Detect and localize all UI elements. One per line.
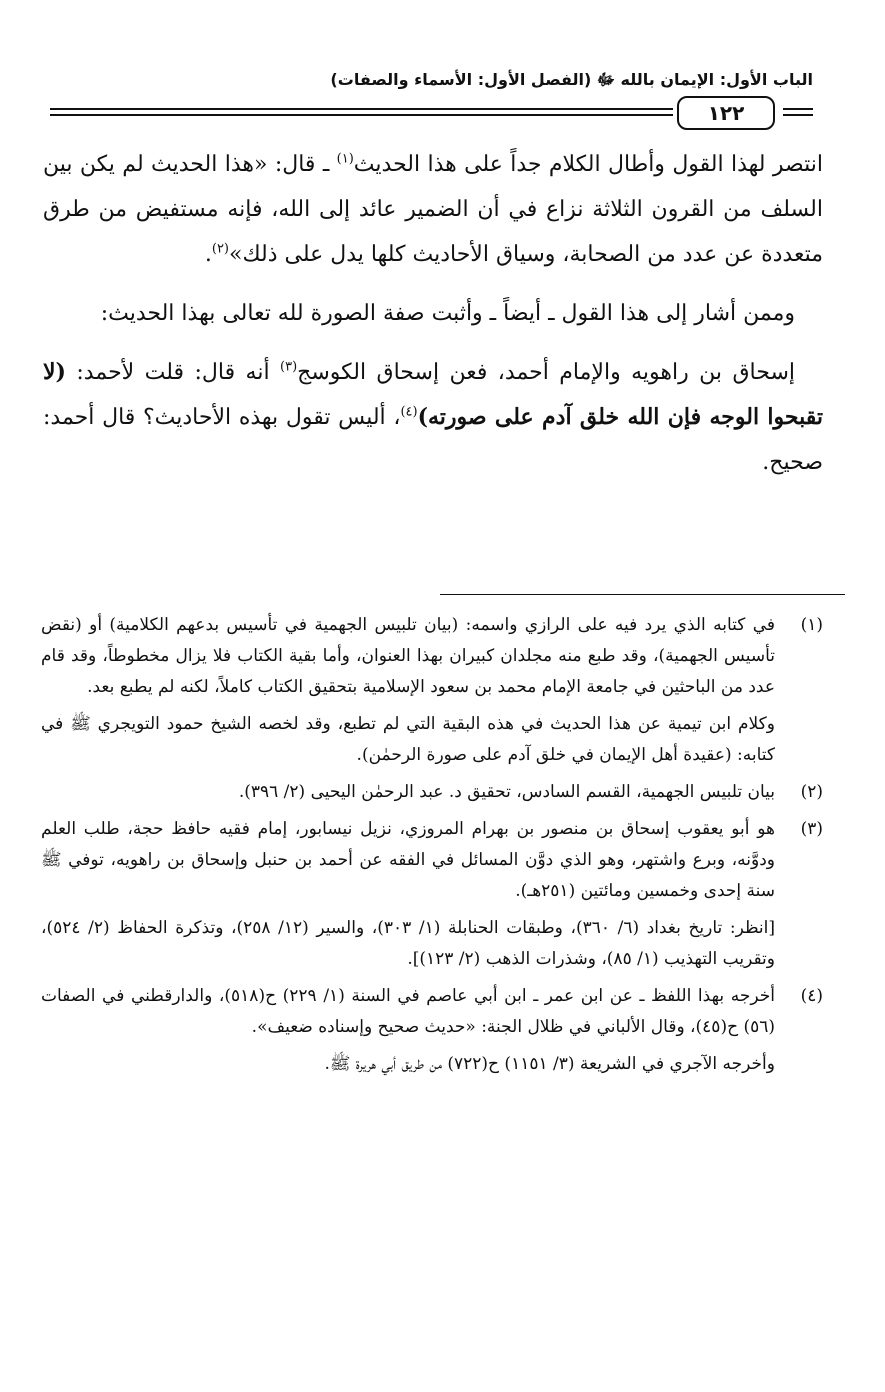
running-header: الباب الأول: الإيمان بالله ﷻ (الفصل الأول: الأسماء والصفات) [330,70,813,89]
footnote-number: (١) [800,615,823,635]
footnote-text: أخرجه بهذا اللفظ ـ عن ابن عمر ـ ابن أبي عاصم في السنة (١/ ٢٢٩) ح(٥١٨)، والدارقطني في الصفات (٥٦) ح(٤٥)، وقال الألباني في ظلال الجنة: «حديث صحيح وإسناده ضعيف». [41,986,775,1037]
text-span: إسحاق بن راهويه والإمام أحمد، فعن إسحاق الكوسج [297,360,795,385]
text-span: انتصر لهذا القول وأطال الكلام جداً على هذا الحديث [353,152,823,177]
footnote-number: (٤) [800,986,823,1006]
footnote-text: هو أبو يعقوب إسحاق بن منصور بن بهرام المروزي، نزيل نيسابور، إمام فقيه حافظ حجة، طلب العلم ودوَّنه، وبرع واشتهر، وهو الذي دوَّن المسائل في الفقه عن أحمد بن حنبل وإسحاق بن راهويه، توفي ﷺ سنة إحدى وخمسين ومائتين (٢٥١هـ). [41,819,775,901]
footnote-text: وأخرجه الآجري في الشريعة (٣/ ١١٥١) ح(٧٢٢) من طريق أبي هريرة ﷺ. [324,1054,775,1074]
footnote [41,610,823,771]
page-number: ١٢٢ [677,96,775,130]
footnote-separator [440,594,845,595]
footnote-ref: (٣) [280,359,298,375]
footnote-text: بيان تلبيس الجهمية، القسم السادس، تحقيق د. عبد الرحمٰن اليحيى (٢/ ٣٩٦). [238,782,775,802]
hadith-quote: (لا تقبحوا الوجه فإن الله خلق آدم على صورته) [43,359,823,430]
header-rules [50,96,813,130]
paragraph [43,142,823,277]
text-span: . [204,242,212,267]
footnote-number: (٢) [800,782,823,802]
double-rule-right [783,108,813,110]
main-text [43,142,823,499]
double-rule-left [50,108,673,110]
footnote-text: [انظر: تاريخ بغداد (٦/ ٣٦٠)، وطبقات الحنابلة (١/ ٣٠٣)، والسير (١٢/ ٢٥٨)، وتذكرة الحفاظ (٢/ ٥٢٤)، وتقريب التهذيب (١/ ٨٥)، وشذرات الذهب (٢/ ١٢٣)]. [41,918,776,969]
footnote [41,777,823,808]
footnotes [41,610,823,1086]
paragraph [43,350,823,485]
footnote [41,814,823,975]
footnote-text: وكلام ابن تيمية عن هذا الحديث في هذه البقية التي لم تطبع، وقد لخصه الشيخ حمود التويجري ﷺ في كتابه: (عقيدة أهل الإيمان في خلق آدم على صورة الرحمٰن). [41,714,775,765]
footnote-text: في كتابه الذي يرد فيه على الرازي واسمه: (بيان تلبيس الجهمية في تأسيس بدعهم الكلامية) أو (نقض تأسيس الجهمية)، وقد طبع منه مجلدان كبيران بهذا العنوان، وأما بقية الكتاب فلا يزال مخطوطاً، وقد قام عدد من الباحثين في جامعة الإمام محمد بن سعود الإسلامية بتحقيق الكتاب كاملاً، لكنه لم يطبع بعد. [41,615,775,697]
footnote-ref: (٢) [211,241,229,257]
paragraph: وممن أشار إلى هذا القول ـ أيضاً ـ وأثبت صفة الصورة لله تعالى بهذا الحديث: [100,301,795,326]
double-rule-right [783,114,813,116]
footnote-ref: (١) [336,151,354,167]
text-span: ، أليس تقول بهذه الأحاديث؟ قال أحمد: صحيح. [43,405,823,475]
footnote-number: (٣) [800,819,823,839]
text-span: ـ قال: «هذا الحديث لم يكن بين السلف من القرون الثلاثة نزاع في أن الضمير عائد إلى الله، فإنه مستفيض من طرق متعددة عن عدد من الصحابة، وسياق الأحاديث كلها يدل على ذلك» [43,152,823,267]
double-rule-left [50,114,673,116]
footnote [41,981,823,1080]
footnote-ref: (٤) [400,404,418,420]
text-span: أنه قال: قلت لأحمد: [65,360,280,385]
